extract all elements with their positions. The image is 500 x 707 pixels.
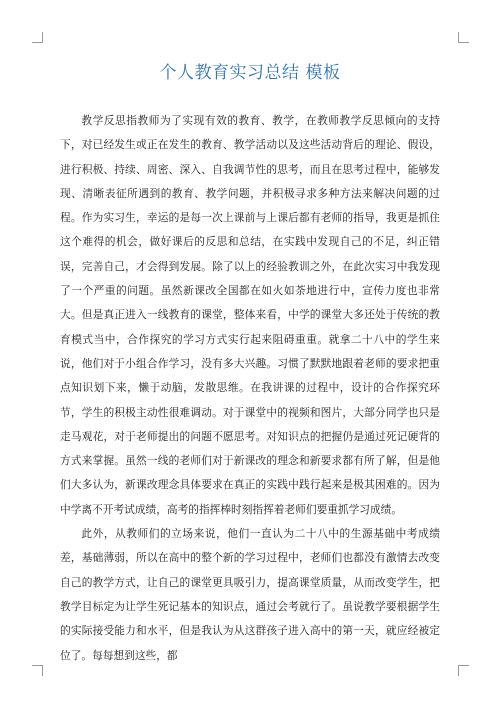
crop-mark-bottom-left	[32, 665, 43, 676]
crop-mark-top-left	[32, 32, 43, 43]
paragraph-1: 教学反思指教师为了实现有效的教育、教学，在教师教学反思倾向的支持下，对已经发生或正在发生的教育、教学活动以及这些活动背后的理论、假设，进行积极、持续、周密、深入、自我调节性的思考，而且在思考过程中，能够发现、清晰表征所遇到的教育、教学问题，并积极寻求多种方法来解决问题的过程。作为实习生，幸运的是每一次上课前与上课后都有老师的指导，我更是抓住这个难得的机会，做好课后的反思和总结，在实践中发现自己的不足，纠正错误，完善自己，才会得到发展。除了以上的经验教训之外，在此次实习中我发现了一个严重的问题。虽然新课改全国都在如火如荼地进行中，宣传力度也非常大。但是真正进入一线教育的课堂，整体来看，中学的课堂大多还处于传统的教育模式当中，合作探究的学习方式实行起来阻碍重重。就拿二十八中的学生来说，他们对于小组合作学习，没有多大兴趣。习惯了默默地跟着老师的要求把重点知识划下来，懒于动脑，发散思维。在我讲课的过程中，设计的合作探究环节，学生的积极主动性很难调动。对于课堂中的视频和图片，大部分同学也只是走马观花，对于老师提出的问题不愿思考。对知识点的把握仍是通过死记硬背的方式来掌握。虽然一线的老师们对于新课改的理念和新要求都有所了解，但是他们大多认为，新课改理念具体要求在真正的实践中践行起来是极其困难的。因为中学离不开考试成绩，高考的指挥棒时刻指挥着老师们要重抓学习成绩。	[60, 114, 440, 516]
crop-mark-bottom-right	[458, 665, 469, 676]
document-title: 个人教育实习总结 模板	[159, 63, 341, 83]
paragraph-2: 此外，从教师们的立场来说，他们一直认为二十八中的生源基础中考成绩差，基础薄弱，所以在高中的整个新的学习过程中，老师们也都没有激情去改变自己的教学方式，让自己的课堂更具吸引力，提高课堂质量，从而改变学生，把教学目标定为让学生死记基本的知识点，通过会考就行了。虽说教学要根据学生的实际接受能力和水平，但是我认为从这群孩子进入高中的第一天，就应经被定位了。每每想到这些，都	[60, 527, 440, 662]
document-body	[60, 109, 440, 668]
crop-mark-top-right	[458, 32, 469, 43]
